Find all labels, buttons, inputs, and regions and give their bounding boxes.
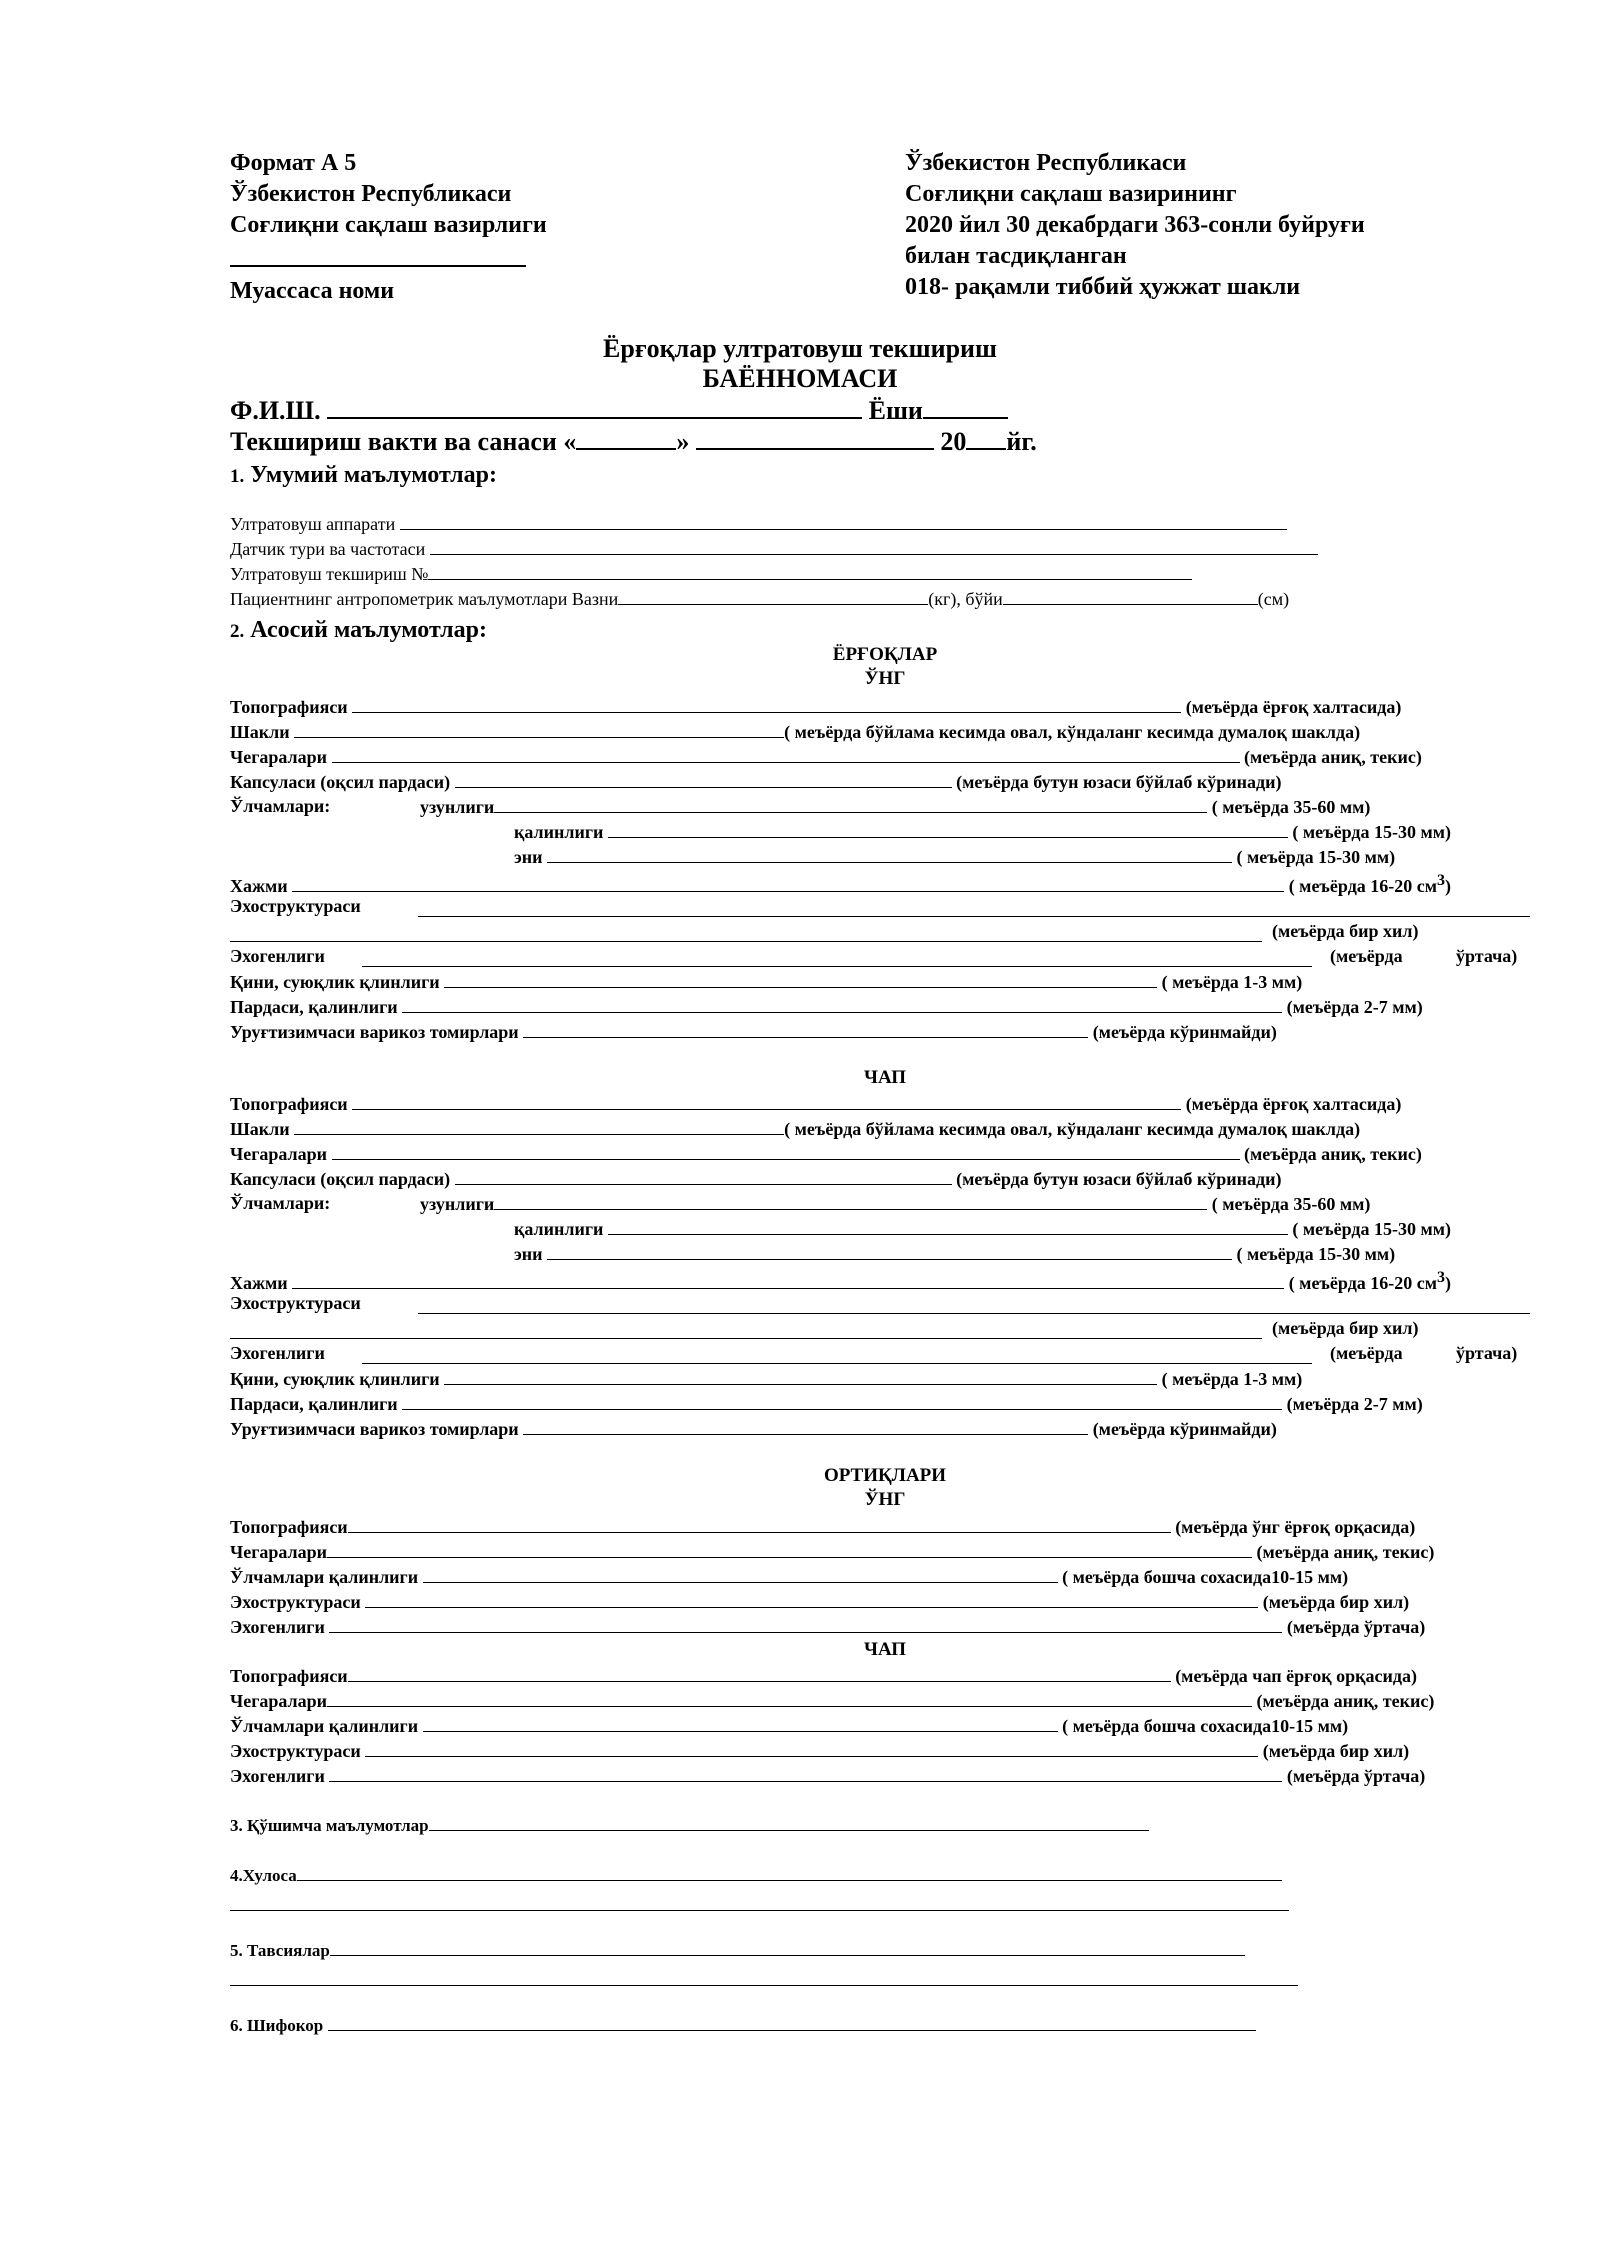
echostructure-label: Эхоструктураси bbox=[230, 1741, 361, 1761]
section-4-row bbox=[230, 1862, 1282, 1888]
header-left bbox=[230, 148, 870, 307]
width-norm: ( меъёрда 15-30 мм) bbox=[1236, 847, 1396, 867]
section-4-field[interactable] bbox=[297, 1862, 1282, 1881]
epididymis-right-heading: ЎНГ bbox=[864, 1489, 906, 1510]
epi-right-thickness-row bbox=[230, 1564, 1348, 1589]
left-volume-field[interactable] bbox=[292, 1270, 1284, 1289]
echostructure-label: Эхоструктураси bbox=[230, 1293, 361, 1313]
left-topography-row bbox=[230, 1091, 1401, 1116]
left-shape-row bbox=[230, 1116, 1360, 1141]
borders-label: Чегаралари bbox=[230, 1542, 328, 1562]
epi-right-echogenicity-field[interactable] bbox=[329, 1614, 1282, 1633]
testicles-left-heading: ЧАП bbox=[864, 1067, 906, 1088]
epi-left-echostructure-row bbox=[230, 1738, 1409, 1763]
section-4-label: 4.Хулоса bbox=[230, 1866, 297, 1885]
varicose-label: Уруғтизимчаси варикоз томирлари bbox=[230, 1022, 519, 1042]
varicose-norm: (меъёрда кўринмайди) bbox=[1092, 1419, 1277, 1439]
exam-number-row bbox=[230, 562, 1192, 586]
section-2-heading: 2. Асосий маълумотлар: bbox=[230, 617, 487, 643]
weight-field[interactable] bbox=[618, 587, 928, 605]
right-dims-row bbox=[230, 794, 330, 818]
echostructure-label: Эхоструктураси bbox=[230, 1592, 361, 1612]
echogenicity-label: Эхогенлиги bbox=[230, 946, 325, 966]
left-varicose-field[interactable] bbox=[523, 1416, 1088, 1435]
right-thickness-field[interactable] bbox=[608, 819, 1288, 838]
epi-left-thickness-row bbox=[230, 1713, 1348, 1738]
length-label: узунлиги bbox=[420, 1194, 495, 1214]
apparatus-row bbox=[230, 512, 1287, 536]
fluid-label: Қини, суюқлик қлинлиги bbox=[230, 1369, 440, 1389]
document-title: Ёрғоқлар ултратовуш текшириш bbox=[603, 334, 997, 363]
thickness-label: қалинлиги bbox=[514, 822, 604, 842]
format-label: Формат А 5 bbox=[230, 150, 357, 176]
borders-label: Чегаралари bbox=[230, 1144, 328, 1164]
varicose-norm: (меъёрда кўринмайди) bbox=[1092, 1022, 1277, 1042]
testicles-heading: ЁРҒОҚЛАР bbox=[832, 644, 938, 665]
right-varicose-field[interactable] bbox=[523, 1019, 1088, 1038]
epi-left-echostructure-field[interactable] bbox=[365, 1738, 1258, 1757]
topography-label: Топографияси bbox=[230, 1517, 348, 1537]
borders-label: Чегаралари bbox=[230, 1691, 328, 1711]
right-fluid-field[interactable] bbox=[444, 969, 1157, 988]
epi-right-topography-row bbox=[230, 1514, 1415, 1539]
section-6-label: 6. Шифокор bbox=[230, 2016, 324, 2035]
left-volume-row: Хажми ( меъёрда 16-20 $см^3$) bbox=[230, 1269, 1452, 1293]
topography-norm: (меъёрда ёрғоқ халтасида) bbox=[1185, 1094, 1402, 1114]
section-6-row bbox=[230, 2012, 1256, 2038]
dims-label: Ўлчамлари: bbox=[230, 1193, 331, 1213]
right-echogenicity-row bbox=[230, 944, 325, 968]
right-thickness-row bbox=[514, 819, 1451, 844]
right-echostructure-norm: (меъёрда бир хил) bbox=[1272, 921, 1419, 941]
section-1-title: Умумий маълумотлар bbox=[250, 462, 489, 488]
epi-right-echogenicity-row bbox=[230, 1614, 1425, 1639]
epi-left-echogenicity-field[interactable] bbox=[329, 1763, 1282, 1782]
length-norm: ( меъёрда 35-60 мм) bbox=[1211, 797, 1371, 817]
echogenicity-norm: (меъёрда ўртача) bbox=[1286, 1617, 1426, 1637]
right-membrane-field[interactable] bbox=[402, 994, 1282, 1013]
thickness-norm: ( меъёрда 15-30 мм) bbox=[1292, 822, 1452, 842]
borders-norm: (меъёрда аниқ, текис) bbox=[1256, 1542, 1435, 1562]
right-topography-field[interactable] bbox=[352, 694, 1181, 713]
ministry-label: Соғлиқни сақлаш вазирлиги bbox=[230, 212, 547, 238]
borders-norm: (меъёрда аниқ, текис) bbox=[1256, 1691, 1435, 1711]
left-width-row bbox=[514, 1241, 1395, 1266]
section-2-number: 2. bbox=[230, 621, 245, 642]
topography-norm-right: (меъёрда ўнг ёрғоқ орқасида) bbox=[1175, 1517, 1416, 1537]
section-3-row bbox=[230, 1812, 1149, 1838]
section-5-row bbox=[230, 1937, 1245, 1963]
republic-label: Ўзбекистон Республикаси bbox=[230, 181, 512, 207]
sensor-label: Датчик тури ва частотаси bbox=[230, 539, 426, 559]
epi-left-thickness-field[interactable] bbox=[423, 1713, 1058, 1732]
right-capsule-field[interactable] bbox=[455, 769, 952, 788]
epi-right-topography-field[interactable] bbox=[348, 1514, 1171, 1533]
membrane-label: Пардаси, қалинлиги bbox=[230, 1394, 398, 1414]
approval-minister: Соғлиқни сақлаш вазирининг bbox=[905, 181, 1237, 207]
right-echostructure-row bbox=[230, 894, 361, 918]
sensor-row bbox=[230, 537, 1318, 561]
epi-right-echostructure-field[interactable] bbox=[365, 1589, 1258, 1608]
right-volume-row: Хажми ( меъёрда 16-20 $см^3$) bbox=[230, 872, 1452, 896]
topography-norm-left: (меъёрда чап ёрғоқ орқасида) bbox=[1175, 1666, 1417, 1686]
epididymis-left-heading: ЧАП bbox=[864, 1639, 906, 1660]
year-prefix: 20 bbox=[940, 427, 967, 456]
left-membrane-field[interactable] bbox=[402, 1391, 1282, 1410]
shape-norm: ( меъёрда бўйлама кесимда овал, кўндаланг кесимда думалоқ шаклда) bbox=[784, 1119, 1361, 1139]
left-fluid-field[interactable] bbox=[444, 1366, 1157, 1385]
right-width-field[interactable] bbox=[547, 844, 1232, 863]
institution-label: Муассаса номи bbox=[230, 278, 395, 304]
cm-label: (см) bbox=[1257, 589, 1290, 609]
left-thickness-row bbox=[514, 1216, 1451, 1241]
right-fluid-row bbox=[230, 969, 1302, 994]
length-norm: ( меъёрда 35-60 мм) bbox=[1211, 1194, 1371, 1214]
document-subtitle: БАЁННОМАСИ bbox=[702, 364, 898, 393]
thickness-label: қалинлиги bbox=[514, 1219, 604, 1239]
left-echostructure-field[interactable] bbox=[418, 1313, 1530, 1314]
volume-norm: ( меъёрда 16-20 см bbox=[1288, 1273, 1438, 1293]
height-field[interactable] bbox=[1003, 587, 1258, 605]
width-label: эни bbox=[514, 847, 543, 867]
varicose-label: Уруғтизимчаси варикоз томирлари bbox=[230, 1419, 519, 1439]
right-width-row bbox=[514, 844, 1395, 869]
thickness-label: Ўлчамлари қалинлиги bbox=[230, 1567, 419, 1587]
exam-date-row bbox=[230, 426, 1037, 458]
length-label: узунлиги bbox=[420, 797, 495, 817]
right-echostructure-field[interactable] bbox=[418, 916, 1530, 917]
testicles-right-heading: ЎНГ bbox=[864, 668, 906, 689]
echogenicity-label: Эхогенлиги bbox=[230, 1343, 325, 1363]
borders-label: Чегаралари bbox=[230, 747, 328, 767]
apparatus-label: Ултратовуш аппарати bbox=[230, 514, 396, 534]
age-label: Ёши bbox=[868, 396, 923, 425]
epi-left-topography-field[interactable] bbox=[348, 1663, 1171, 1682]
shape-norm: ( меъёрда бўйлама кесимда овал, кўндаланг кесимда думалоқ шаклда) bbox=[784, 722, 1361, 742]
year-suffix: йг. bbox=[1006, 427, 1037, 456]
left-varicose-row bbox=[230, 1416, 1277, 1441]
left-length-field[interactable] bbox=[494, 1191, 1207, 1210]
institution-name-field[interactable] bbox=[230, 241, 870, 276]
exam-month-field[interactable] bbox=[696, 426, 934, 450]
echostructure-label: Эхоструктураси bbox=[230, 896, 361, 916]
section-4-field-2[interactable] bbox=[230, 1910, 1289, 1911]
section-2-title: Асосий маълумотлар bbox=[250, 617, 479, 643]
capsule-label: Капсуласи (оқсил пардаси) bbox=[230, 1169, 451, 1189]
thickness-label: Ўлчамлари қалинлиги bbox=[230, 1716, 419, 1736]
borders-norm: (меъёрда аниқ, текис) bbox=[1244, 747, 1422, 767]
exam-year-field[interactable] bbox=[966, 426, 1006, 450]
right-echogenicity-field[interactable] bbox=[362, 966, 1312, 967]
left-thickness-field[interactable] bbox=[608, 1216, 1288, 1235]
section-5-field[interactable] bbox=[330, 1937, 1245, 1956]
approval-approved: билан тасдиқланган bbox=[905, 243, 1127, 269]
exam-number-label: Ултратовуш текшириш № bbox=[230, 564, 429, 584]
epi-right-thickness-field[interactable] bbox=[423, 1564, 1058, 1583]
shape-label: Шакли bbox=[230, 722, 290, 742]
left-echogenicity-field[interactable] bbox=[362, 1363, 1312, 1364]
dims-label: Ўлчамлари: bbox=[230, 796, 331, 816]
epi-right-echostructure-row bbox=[230, 1589, 1409, 1614]
left-shape-field[interactable] bbox=[294, 1116, 784, 1135]
left-topography-field[interactable] bbox=[352, 1091, 1181, 1110]
left-capsule-field[interactable] bbox=[455, 1166, 952, 1185]
date-quote: » bbox=[676, 427, 690, 456]
anthropometry-label: Пациентнинг антропометрик маълумотлари Вазни bbox=[230, 589, 619, 609]
right-varicose-row bbox=[230, 1019, 1277, 1044]
right-echostructure-field-2[interactable] bbox=[230, 941, 1262, 942]
left-dims-row bbox=[230, 1191, 330, 1215]
left-length-row bbox=[420, 1191, 1370, 1216]
epi-right-borders-field[interactable] bbox=[327, 1539, 1252, 1558]
echostructure-norm: (меъёрда бир хил) bbox=[1262, 1741, 1410, 1761]
borders-norm: (меъёрда аниқ, текис) bbox=[1244, 1144, 1422, 1164]
width-label: эни bbox=[514, 1244, 543, 1264]
exam-number-field[interactable] bbox=[428, 562, 1192, 580]
left-echostructure-field-2[interactable] bbox=[230, 1338, 1262, 1339]
width-norm: ( меъёрда 15-30 мм) bbox=[1236, 1244, 1396, 1264]
fio-field[interactable] bbox=[327, 395, 862, 419]
right-length-field[interactable] bbox=[494, 794, 1207, 813]
right-shape-row bbox=[230, 719, 1360, 744]
echogenicity-label: Эхогенлиги bbox=[230, 1766, 325, 1786]
fluid-norm: ( меъёрда 1-3 мм) bbox=[1161, 1369, 1303, 1389]
section-1-number: 1. bbox=[230, 466, 245, 487]
left-membrane-row bbox=[230, 1391, 1423, 1416]
right-echogenicity-norm-b: ўртача) bbox=[1456, 946, 1518, 966]
thickness-norm: ( меъёрда 15-30 мм) bbox=[1292, 1219, 1452, 1239]
approval-order: 2020 йил 30 декабрдаги 363-сонли буйруғи bbox=[905, 212, 1365, 238]
topography-label: Топографияси bbox=[230, 697, 348, 717]
shape-label: Шакли bbox=[230, 1119, 290, 1139]
fio-label: Ф.И.Ш. bbox=[230, 396, 321, 425]
left-echostructure-row bbox=[230, 1291, 361, 1315]
capsule-norm: (меъёрда бутун юзаси бўйлаб кўринади) bbox=[956, 772, 1282, 792]
capsule-label: Капсуласи (оқсил пардаси) bbox=[230, 772, 451, 792]
section-1-heading: 1. Умумий маълумотлар: bbox=[230, 462, 497, 488]
left-echogenicity-norm-b: ўртача) bbox=[1456, 1343, 1518, 1363]
epi-left-echogenicity-row bbox=[230, 1763, 1425, 1788]
section-3-label: 3. Қўшимча маълумотлар bbox=[230, 1816, 429, 1835]
exam-day-field[interactable] bbox=[576, 426, 676, 450]
membrane-label: Пардаси, қалинлиги bbox=[230, 997, 398, 1017]
left-fluid-row bbox=[230, 1366, 1302, 1391]
left-echostructure-norm: (меъёрда бир хил) bbox=[1272, 1318, 1419, 1338]
epididymis-heading: ОРТИҚЛАРИ bbox=[823, 1465, 947, 1486]
echostructure-norm: (меъёрда бир хил) bbox=[1262, 1592, 1410, 1612]
fluid-norm: ( меъёрда 1-3 мм) bbox=[1161, 972, 1303, 992]
sensor-field[interactable] bbox=[430, 537, 1318, 555]
kg-label: (кг), бўйи bbox=[928, 589, 1003, 609]
left-borders-field[interactable] bbox=[332, 1141, 1240, 1160]
section-5-label: 5. Тавсиялар bbox=[230, 1941, 330, 1960]
medical-form-number: 018- рақамли тиббий ҳужжат шакли bbox=[905, 274, 1301, 300]
membrane-norm: (меъёрда 2-7 мм) bbox=[1286, 1394, 1423, 1414]
apparatus-field[interactable] bbox=[400, 512, 1287, 530]
anthropometry-row bbox=[230, 587, 1289, 611]
header-right bbox=[905, 148, 1545, 303]
epi-left-borders-field[interactable] bbox=[327, 1688, 1252, 1707]
left-echogenicity-row bbox=[230, 1341, 325, 1365]
right-capsule-row bbox=[230, 769, 1281, 794]
approval-republic: Ўзбекистон Республикаси bbox=[905, 150, 1187, 176]
epi-left-topography-row bbox=[230, 1663, 1417, 1688]
left-width-field[interactable] bbox=[547, 1241, 1232, 1260]
exam-date-label: Текшириш вакти ва санаси « bbox=[230, 427, 577, 456]
right-shape-field[interactable] bbox=[294, 719, 784, 738]
right-topography-row bbox=[230, 694, 1401, 719]
right-volume-field[interactable] bbox=[292, 873, 1284, 892]
doctor-field[interactable] bbox=[328, 2012, 1256, 2031]
volume-label: Хажми bbox=[230, 1273, 288, 1293]
left-echogenicity-norm-a: (меъёрда bbox=[1330, 1343, 1403, 1363]
fluid-label: Қини, суюқлик қлинлиги bbox=[230, 972, 440, 992]
right-membrane-row bbox=[230, 994, 1423, 1019]
epi-right-borders-row bbox=[230, 1539, 1434, 1564]
right-borders-field[interactable] bbox=[332, 744, 1240, 763]
left-borders-row bbox=[230, 1141, 1422, 1166]
membrane-norm: (меъёрда 2-7 мм) bbox=[1286, 997, 1423, 1017]
right-echogenicity-norm-a: (меъёрда bbox=[1330, 946, 1403, 966]
epi-left-borders-row bbox=[230, 1688, 1434, 1713]
section-3-field[interactable] bbox=[429, 1812, 1149, 1831]
patient-row bbox=[230, 395, 1008, 427]
capsule-norm: (меъёрда бутун юзаси бўйлаб кўринади) bbox=[956, 1169, 1282, 1189]
section-5-field-2[interactable] bbox=[230, 1985, 1298, 1986]
thickness-norm: ( меъёрда бошча сохасида10-15 мм) bbox=[1062, 1716, 1349, 1736]
echogenicity-norm: (меъёрда ўртача) bbox=[1286, 1766, 1426, 1786]
left-capsule-row bbox=[230, 1166, 1281, 1191]
volume-norm: ( меъёрда 16-20 см bbox=[1288, 876, 1438, 896]
thickness-norm: ( меъёрда бошча сохасида10-15 мм) bbox=[1062, 1567, 1349, 1587]
topography-label: Топографияси bbox=[230, 1094, 348, 1114]
age-field[interactable] bbox=[923, 395, 1008, 419]
right-borders-row bbox=[230, 744, 1422, 769]
echogenicity-label: Эхогенлиги bbox=[230, 1617, 325, 1637]
right-length-row bbox=[420, 794, 1370, 819]
topography-norm: (меъёрда ёрғоқ халтасида) bbox=[1185, 697, 1402, 717]
topography-label: Топографияси bbox=[230, 1666, 348, 1686]
volume-label: Хажми bbox=[230, 876, 288, 896]
